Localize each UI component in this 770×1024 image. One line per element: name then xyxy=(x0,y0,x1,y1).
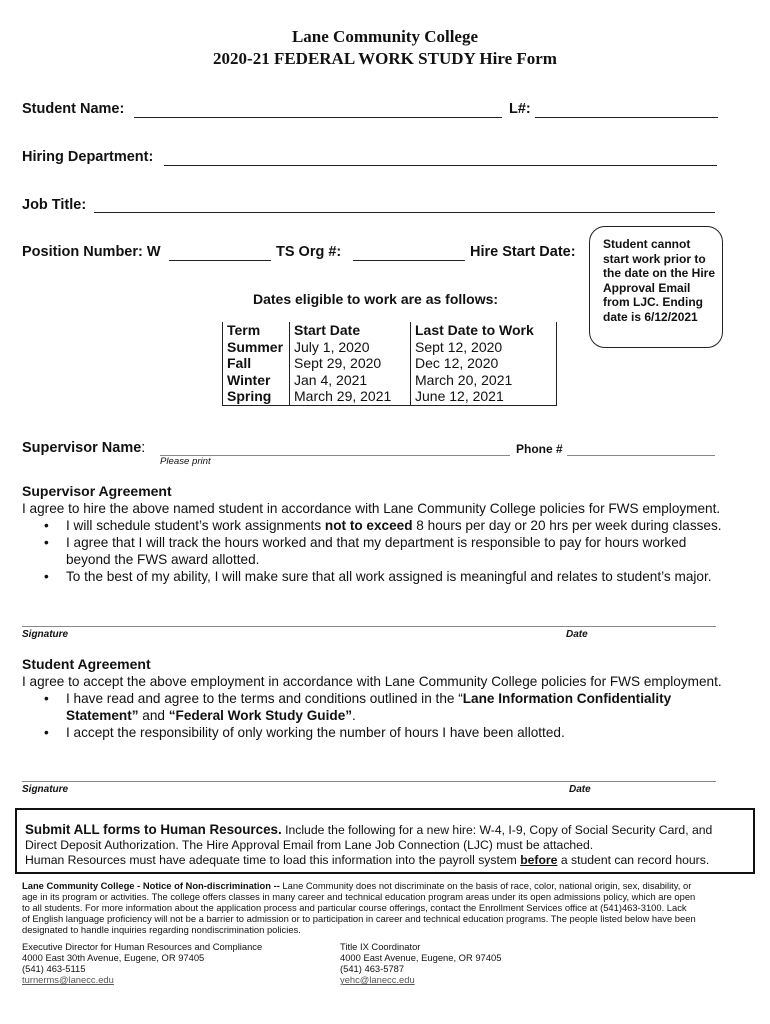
sa-b1-bold: not to exceed xyxy=(324,518,413,533)
st-b1-end: . xyxy=(352,708,356,723)
start-date-cell: Jan 4, 2021 xyxy=(290,372,411,389)
list-item xyxy=(22,517,752,534)
position-number-field[interactable] xyxy=(169,260,271,261)
contact-hr-address: 4000 East 30th Avenue, Eugene, OR 97405 xyxy=(22,952,205,964)
supervisor-name-label xyxy=(22,440,145,456)
dates-table-wrap xyxy=(222,322,557,406)
phone-field[interactable] xyxy=(567,455,715,456)
nondiscrimination-notice xyxy=(22,880,758,935)
form-title: 2020-21 FEDERAL WORK STUDY Hire Form xyxy=(213,49,557,68)
sa-b1-post: 8 hours per day or 20 hrs per week during classes. xyxy=(412,518,722,533)
dates-table xyxy=(222,322,557,406)
hiring-department-field[interactable] xyxy=(164,165,717,166)
submit-line-2: Direct Deposit Authorization. The Hire Approval Email from Lane Job Connection (LJC) must be attached. xyxy=(25,838,594,852)
job-title-label: Job Title: xyxy=(22,197,87,213)
notice-line-1 xyxy=(22,880,758,891)
list-item xyxy=(22,534,752,568)
contact-title-ix xyxy=(340,941,640,985)
l-number-field[interactable] xyxy=(535,117,718,118)
l-number-label: L#: xyxy=(509,101,531,117)
supervisor-agreement-intro: I agree to hire the above named student in accordance with Lane Community College policies for FWS employment. xyxy=(22,501,721,516)
student-name-field[interactable] xyxy=(134,117,502,118)
st-b1-bold2: “Federal Work Study Guide” xyxy=(168,708,353,723)
submit-line-1 xyxy=(25,822,745,838)
hire-start-date-label: Hire Start Date: xyxy=(470,244,576,260)
notice-line-5: designated to handle inquiries regarding nondiscrimination policies. xyxy=(22,924,301,936)
last-date-cell: Dec 12, 2020 xyxy=(411,355,557,372)
student-agreement-heading: Student Agreement xyxy=(22,656,151,672)
student-signature-line[interactable] xyxy=(22,781,716,782)
hiring-department-label: Hiring Department: xyxy=(22,149,154,165)
contact-hr-phone: (541) 463-5115 xyxy=(22,963,86,975)
supervisor-name-text: Supervisor Name xyxy=(22,440,142,456)
term-cell: Summer xyxy=(223,339,290,356)
notice-lead: Lane Community College - Notice of Non-discrimination -- xyxy=(22,880,280,891)
supervisor-name-field[interactable] xyxy=(160,455,510,456)
position-number-label: Position Number: W xyxy=(22,244,161,260)
term-cell: Winter xyxy=(223,372,290,389)
start-date-cell: March 29, 2021 xyxy=(290,388,411,405)
list-item xyxy=(22,724,752,741)
ts-org-field[interactable] xyxy=(353,260,465,261)
dates-eligible-heading: Dates eligible to work are as follows: xyxy=(253,291,499,307)
submit-line3-post: a student can record hours. xyxy=(557,853,710,867)
contact-hr-title: Executive Director for Human Resources and Compliance xyxy=(22,941,263,952)
col-start-date: Start Date xyxy=(290,322,411,339)
supervisor-agreement-list xyxy=(22,517,752,585)
college-name: Lane Community College xyxy=(291,27,479,46)
notice-line-4: of English language proficiency will not be a barrier to admission or to participation in career and technical education programs. The people listed below have been xyxy=(22,913,696,925)
submit-instructions-box xyxy=(15,808,755,874)
sa-b1-text: I will schedule student’s work assignments xyxy=(66,518,325,533)
supervisor-name-colon: : xyxy=(141,440,146,456)
phone-label: Phone # xyxy=(516,442,563,456)
term-cell: Fall xyxy=(223,355,290,372)
student-agreement-intro: I agree to accept the above employment in accordance with Lane Community College policies for FWS employment. xyxy=(22,674,722,689)
supervisor-agreement-heading: Supervisor Agreement xyxy=(22,483,172,499)
start-date-cell: Sept 29, 2020 xyxy=(290,355,411,372)
supervisor-signature-label: Signature xyxy=(22,629,69,640)
table-row xyxy=(223,339,557,356)
supervisor-date-label: Date xyxy=(566,629,588,640)
submit-line3-pre: Human Resources must have adequate time to load this information into the payroll system xyxy=(25,853,521,867)
submit-line1-rest: Include the following for a new hire: W-4, I-9, Copy of Social Security Card, and xyxy=(281,823,713,837)
submit-lead: Submit ALL forms to Human Resources. xyxy=(25,822,282,837)
st-b1-mid: and xyxy=(138,708,169,723)
start-date-cell: July 1, 2020 xyxy=(290,339,411,356)
submit-line-3 xyxy=(25,853,745,868)
supervisor-signature-line[interactable] xyxy=(22,626,716,627)
start-work-callout: Student cannot start work prior to the date on the Hire Approval Email from LJC. Ending date is 6/12/2021 xyxy=(589,226,723,348)
st-b1-pre: I have read and agree to the terms and conditions outlined in the “ xyxy=(66,691,463,706)
list-item xyxy=(22,568,752,585)
st-b1-bold1: Lane Information Confidentiality xyxy=(462,691,672,706)
contact-hr-email[interactable]: turnerms@lanecc.edu xyxy=(22,974,114,986)
contact-title-ix-title: Title IX Coordinator xyxy=(340,941,421,952)
contact-title-ix-email[interactable]: yehc@lanecc.edu xyxy=(340,974,415,986)
submit-before: before xyxy=(520,853,558,867)
student-name-label: Student Name: xyxy=(22,101,125,117)
last-date-cell: June 12, 2021 xyxy=(411,388,557,405)
job-title-field[interactable] xyxy=(94,212,715,213)
contact-title-ix-address: 4000 East Avenue, Eugene, OR 97405 xyxy=(340,952,502,964)
student-agreement-list xyxy=(22,690,752,741)
student-signature-label: Signature xyxy=(22,784,69,795)
last-date-cell: Sept 12, 2020 xyxy=(411,339,557,356)
sa-b3-text: To the best of my ability, I will make sure that all work assigned is meaningful and relates to student’s major. xyxy=(66,569,712,584)
table-row xyxy=(223,372,557,389)
sa-b2-line1: I agree that I will track the hours worked and that my department is responsible to pay for hours worked xyxy=(66,535,687,550)
ts-org-label: TS Org #: xyxy=(276,244,342,260)
st-b2-text: I accept the responsibility of only working the number of hours I have been allotted. xyxy=(66,725,565,740)
last-date-cell: March 20, 2021 xyxy=(411,372,557,389)
col-last-date: Last Date to Work xyxy=(411,322,557,339)
student-date-label: Date xyxy=(569,784,591,795)
contact-hr xyxy=(22,941,332,985)
table-row xyxy=(223,388,557,405)
notice-line-3: to all students. For more information about the application process and particular course offerings, contact the Enrollment Services office at (541)463-3100. Lack xyxy=(22,902,687,914)
table-row xyxy=(223,355,557,372)
term-cell: Spring xyxy=(223,388,290,405)
col-term: Term xyxy=(223,322,290,339)
sa-b2-line2: beyond the FWS award allotted. xyxy=(66,552,260,567)
notice-line-2: age in its program or activities. The college offers classes in many career and technical education program areas under its open admissions policy, which are open xyxy=(22,891,696,903)
notice-line1-rest: Lane Community does not discriminate on the basis of race, color, national origin, sex, disability, or xyxy=(279,880,692,891)
list-item xyxy=(22,690,752,724)
contact-title-ix-phone: (541) 463-5787 xyxy=(340,963,405,975)
st-b1-bold1b: Statement” xyxy=(66,708,139,723)
please-print-note: Please print xyxy=(160,456,211,467)
